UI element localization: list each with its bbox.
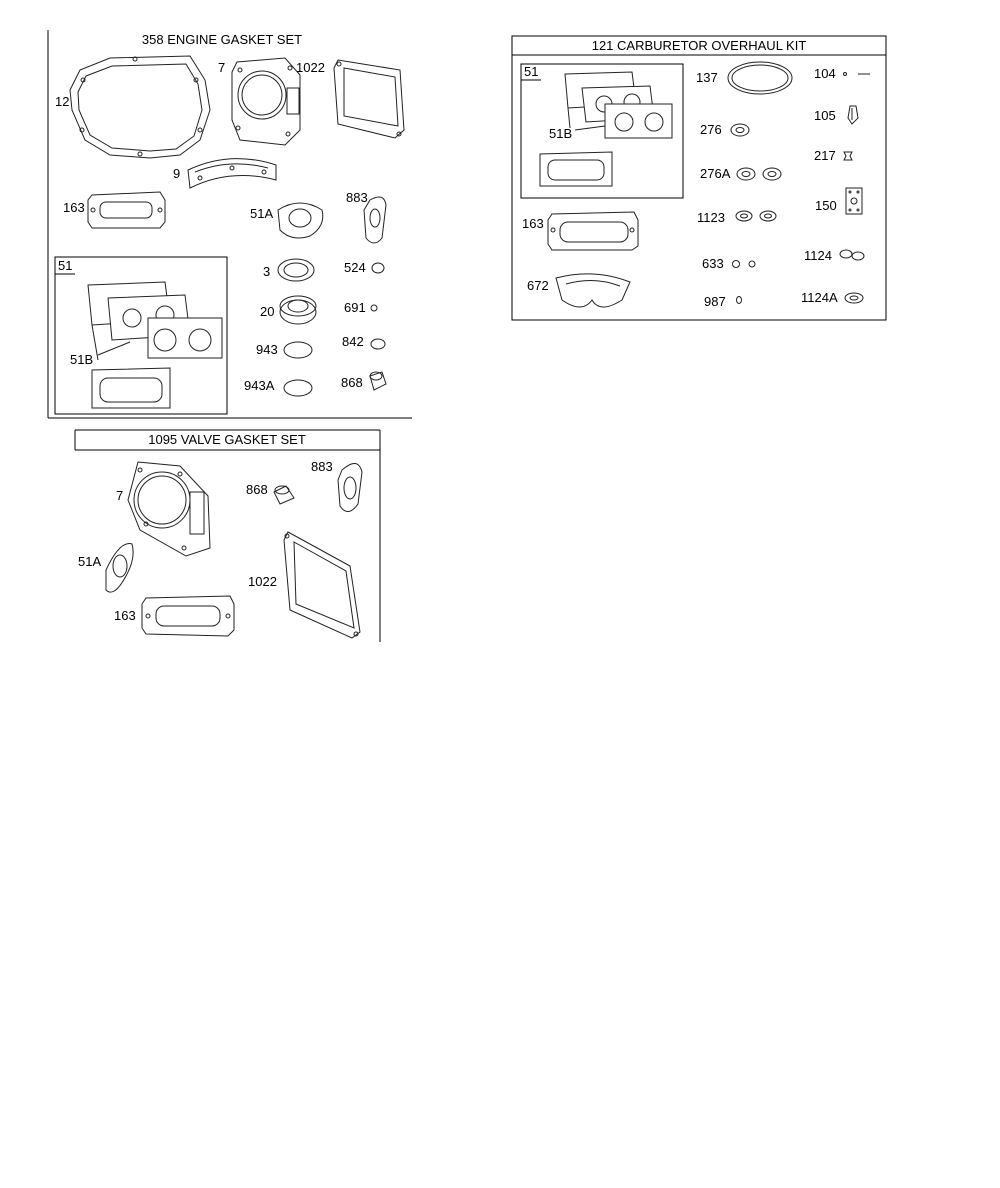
part-1124A-washer (845, 293, 863, 303)
label-672: 672 (527, 278, 549, 293)
part-1123-washers (736, 211, 776, 221)
label-51B: 51B (549, 126, 573, 141)
label-276: 276 (700, 122, 722, 137)
label-137: 137 (696, 70, 718, 85)
part-3-seal (278, 259, 314, 281)
label-163: 163 (522, 216, 544, 231)
part-51A-gasket (278, 203, 323, 238)
label-150: 150 (815, 198, 837, 213)
part-276-washer (731, 124, 749, 136)
part-12-crankcase-gasket (70, 56, 210, 158)
label-868: 868 (341, 375, 363, 390)
label-7: 7 (116, 488, 124, 503)
part-987-small-part (737, 297, 742, 304)
carburetor-kit-title: 121 CARBURETOR OVERHAUL KIT (591, 38, 807, 53)
part-868-valve-seal (274, 486, 294, 504)
label-51A: 51A (250, 206, 274, 221)
label-943: 943 (256, 342, 278, 357)
label-163: 163 (114, 608, 136, 623)
part-51-carb-gaskets (88, 282, 222, 408)
part-137-bowl-gasket (728, 62, 792, 94)
label-51: 51 (58, 258, 73, 273)
label-51A: 51A (78, 554, 102, 569)
label-883: 883 (346, 190, 368, 205)
engine-gasket-set-panel (48, 30, 412, 418)
part-868-valve-seal (370, 372, 386, 390)
label-868: 868 (246, 482, 268, 497)
label-105: 105 (814, 108, 836, 123)
part-163-gasket (548, 212, 638, 250)
part-163-gasket (142, 596, 234, 636)
label-51: 51 (524, 64, 539, 79)
label-1123: 1123 (697, 210, 725, 225)
part-883-gasket (338, 463, 362, 511)
label-1124A: 1124A (801, 290, 838, 305)
carburetor-kit-panel (512, 36, 886, 320)
label-633: 633 (702, 256, 724, 271)
label-987: 987 (704, 294, 726, 309)
label-12: 12 (55, 94, 70, 109)
part-51A-gasket (106, 544, 133, 593)
label-883: 883 (311, 459, 333, 474)
label-20: 20 (260, 304, 275, 319)
part-7-head-gasket (128, 462, 210, 556)
part-276A-washers (737, 168, 781, 180)
part-633-small-parts (733, 261, 756, 268)
label-943A: 943A (244, 378, 275, 393)
part-524-ring (372, 263, 384, 273)
label-842: 842 (342, 334, 364, 349)
part-104-pin (844, 73, 871, 76)
label-691: 691 (344, 300, 366, 315)
part-163-gasket (88, 192, 165, 228)
label-3: 3 (263, 264, 271, 279)
part-691-small-part (371, 305, 377, 311)
valve-gasket-set-title: 1095 VALVE GASKET SET (148, 432, 306, 447)
valve-gasket-set-panel (75, 430, 380, 642)
part-217-spring (844, 152, 852, 160)
part-150-plate (846, 188, 862, 214)
part-1022-valve-cover-gasket (284, 532, 360, 638)
label-524: 524 (344, 260, 366, 275)
part-105-needle (848, 106, 858, 124)
part-943-o-ring (284, 342, 312, 358)
label-1022: 1022 (296, 60, 325, 75)
label-51B: 51B (70, 352, 94, 367)
label-7: 7 (218, 60, 226, 75)
label-1022: 1022 (248, 574, 277, 589)
label-104: 104 (814, 66, 836, 81)
engine-gasket-set-title: 358 ENGINE GASKET SET (141, 32, 303, 47)
label-217: 217 (814, 148, 836, 163)
part-7-head-gasket (232, 58, 300, 145)
label-1124: 1124 (804, 248, 832, 263)
part-943A-o-ring (284, 380, 312, 396)
part-1124-seals (840, 250, 864, 260)
label-9: 9 (173, 166, 181, 181)
label-276A: 276A (700, 166, 731, 181)
part-672-gasket (556, 274, 630, 307)
part-9-intake-gasket (188, 159, 276, 188)
part-20-oil-seal (280, 296, 316, 324)
part-842-ring (371, 339, 385, 349)
part-1022-valve-cover-gasket (334, 60, 404, 138)
label-163: 163 (63, 200, 85, 215)
